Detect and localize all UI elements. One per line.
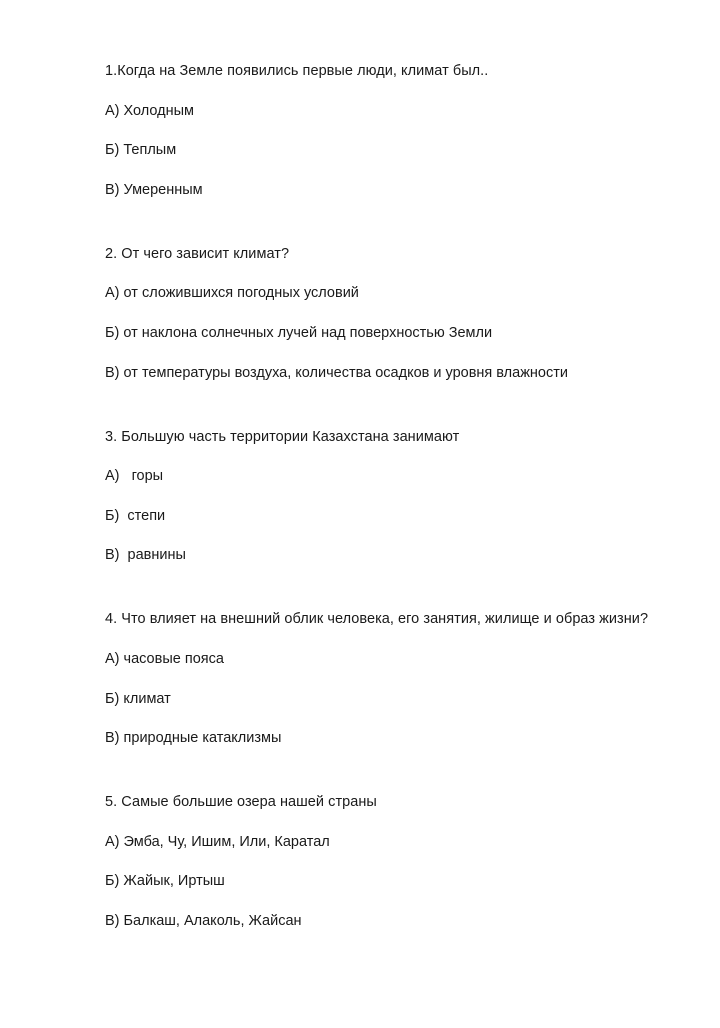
answer-option-c: В) равнины [105, 547, 186, 564]
question-text: 4. Что влияет на внешний облик человека, его занятия, жилище и образ жизни? [105, 611, 649, 628]
question-text: 3. Большую часть территории Казахстана занимают [105, 428, 460, 445]
question-4 [105, 607, 705, 750]
answer-option-c: В) Умеренным [105, 181, 203, 198]
question-5 [105, 790, 705, 933]
question-text: 5. Самые большие озера нашей страны [105, 794, 377, 811]
question-text: 1.Когда на Земле появились первые люди, климат был.. [105, 63, 489, 79]
question-3 [105, 425, 705, 568]
answer-option-b: Б) Теплым [105, 142, 177, 159]
answer-option-c: В) Балкаш, Алаколь, Жайсан [105, 912, 302, 929]
question-text: 2. От чего зависит климат? [105, 245, 290, 262]
answer-option-a: А) часовые пояса [105, 650, 224, 667]
cropped-title [192, 0, 592, 6]
question-1 [105, 59, 705, 202]
answer-option-b: Б) степи [105, 507, 166, 524]
answer-option-a: А) горы [105, 468, 164, 485]
answer-option-a: А) Эмба, Чу, Ишим, Или, Каратал [105, 833, 330, 850]
question-2 [105, 242, 705, 385]
answer-option-b: Б) Жайык, Иртыш [105, 873, 225, 890]
quiz-list [105, 59, 705, 973]
answer-option-c: В) природные катаклизмы [105, 730, 282, 747]
answer-option-a: А) от сложившихся погодных условий [105, 285, 359, 302]
answer-option-b: Б) климат [105, 690, 171, 707]
answer-option-c: В) от температуры воздуха, количества осадков и уровня влажности [105, 364, 568, 381]
answer-option-b: Б) от наклона солнечных лучей над поверхностью Земли [105, 324, 493, 341]
answer-option-a: А) Холодным [105, 102, 195, 119]
